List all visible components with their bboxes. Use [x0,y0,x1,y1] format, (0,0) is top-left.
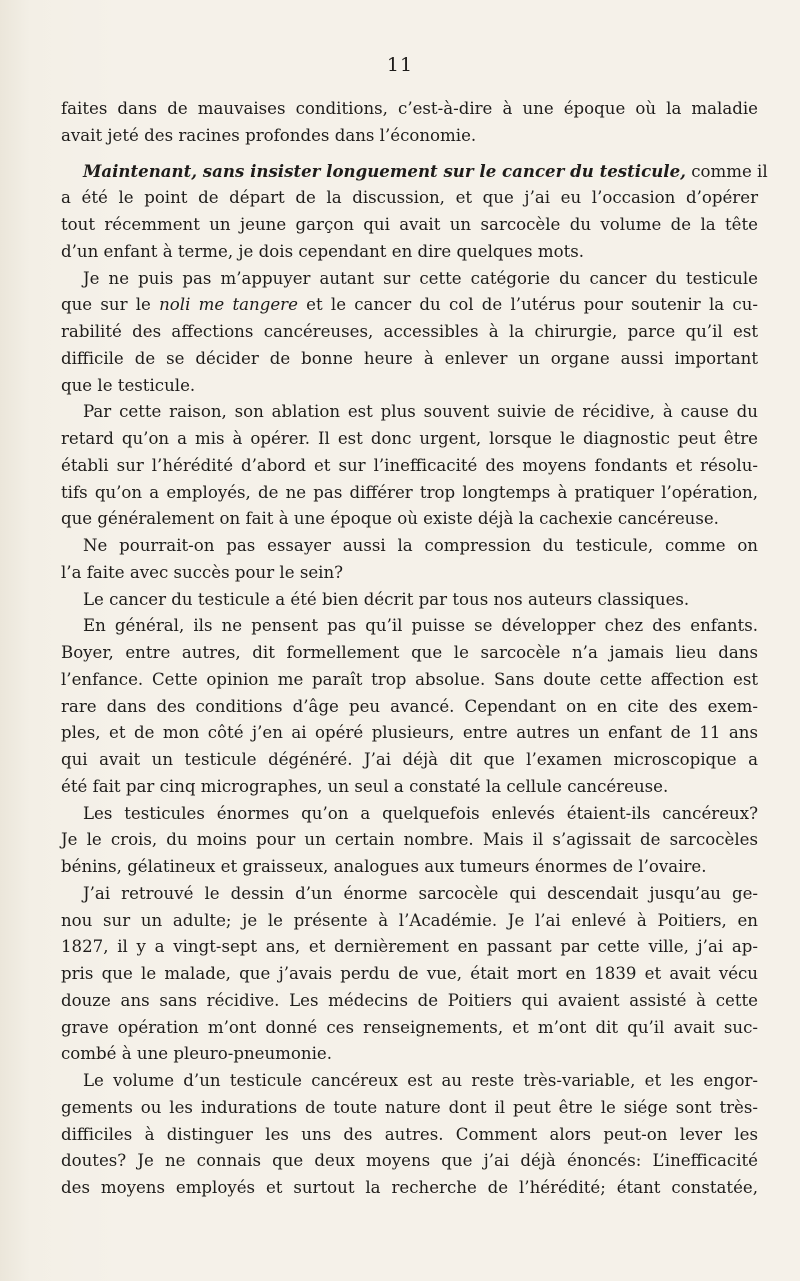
line-text: retard qu’on a mis à opérer. Il est donc urgent, lorsque le diagnostic peut être [61,429,758,448]
line-text: douze ans sans récidive. Les médecins de Poitiers qui avaient assisté à cette [61,990,758,1010]
text-line [61,640,758,667]
line-text: été fait par cinq micrographes, un seul a constaté la cellule cancéreuse. [61,776,669,796]
text-line [61,1015,758,1042]
text-line [61,613,758,640]
text-line [61,319,758,346]
text-line [61,774,758,801]
line-text: Les testicules énormes qu’on a quelquefois enlevés étaient-ils cancéreux? [83,803,758,823]
text-line [61,346,758,373]
text-line [61,854,758,881]
text-line [61,158,768,186]
line-text: tifs qu’on a employés, de ne pas différer trop longtemps à pratiquer l’opération, [61,482,758,502]
line-text: Le cancer du testicule a été bien décrit par tous nos auteurs classiques. [83,589,690,609]
text-line [61,480,758,507]
line-text: comme il [685,161,768,181]
text-line [61,694,758,721]
text-line [61,1095,758,1122]
line-text: que le testicule. [61,375,196,395]
text-line [61,988,758,1015]
text-line [61,1148,758,1175]
text-line [61,908,758,935]
line-text: des moyens employés et surtout la recherche de l’hérédité; étant constatée, [61,1178,758,1197]
text-line [61,1122,758,1149]
text-line [61,533,758,560]
line-text: Le volume d’un testicule cancéreux est au reste très-variable, et les engor- [83,1071,758,1090]
text-line [61,96,758,123]
line-text: difficile de se décider de bonne heure à enlever un organe aussi important [61,348,758,368]
line-text: pris que le malade, que j’avais perdu de vue, était mort en 1839 et avait vécu [61,964,758,983]
line-text: grave opération m’ont donné ces renseignements, et m’ont dit qu’il avait suc- [61,1017,758,1037]
line-text: gements ou les indurations de toute nature dont il peut être le siége sont très- [61,1097,758,1117]
line-text: bénins, gélatineux et graisseux, analogues aux tumeurs énormes de l’ovaire. [61,857,707,876]
line-text: tout récemment un jeune garçon qui avait un sarcocèle du volume de la tête [61,215,758,234]
text-line [61,881,758,908]
line-text: que généralement on fait à une époque où existe déjà la cachexie cancéreuse. [61,509,719,529]
italic-phrase: noli me tangere [159,295,298,315]
text-line [61,399,758,426]
text-line [61,961,758,988]
line-text: faites dans de mauvaises conditions, c’est-à-dire à une époque où la maladie [61,99,758,118]
line-text: En général, ils ne pensent pas qu’il puisse se développer chez des enfants. [83,616,758,636]
line-text: établi sur l’hérédité d’abord et sur l’inefficacité des moyens fondants et résolu- [61,455,758,475]
line-text: combé à une pleuro-pneumonie. [61,1044,332,1064]
text-line [61,1175,758,1202]
line-text: Ne pourrait-on pas essayer aussi la compression du testicule, comme on [83,536,758,555]
text-line [61,292,758,319]
text-line [61,266,758,293]
text-line [61,1068,758,1095]
italic-lead: Maintenant, sans insister longuement sur le cancer du testicule, [83,160,686,181]
line-text: l’a faite avec succès pour le sein? [61,562,344,582]
line-text: doutes? Je ne connais que deux moyens que j’ai déjà énoncés: L’inefficacité [61,1151,758,1171]
text-line [61,560,758,587]
text-line [61,934,758,961]
text-line [61,801,758,828]
text-line [61,747,758,774]
line-text: qui avait un testicule dégénéré. J’ai déjà dit que l’examen microscopique a [61,750,758,769]
body-text [61,96,768,1202]
text-line [61,667,758,694]
line-text: J’ai retrouvé le dessin d’un énorme sarcocèle qui descendait jusqu’au ge- [83,883,758,903]
text-line [61,827,758,854]
line-text: l’enfance. Cette opinion me paraît trop absolue. Sans doute cette affection est [61,669,758,689]
line-text: d’un enfant à terme, je dois cependant en dire quelques mots. [61,241,585,261]
paragraph-gap [61,150,758,158]
text-line [61,506,758,533]
line-text: ples, et de mon côté j’en ai opéré plusieurs, entre autres un enfant de 11 ans [61,723,758,743]
text-line [61,1041,758,1068]
page-number: 11 [386,54,414,76]
text-line [61,453,758,480]
line-text: a été le point de départ de la discussion, et que j’ai eu l’occasion d’opérer [61,188,758,208]
line-text: Je le crois, du moins pour un certain nombre. Mais il s’agissait de sarcocèles [61,830,758,850]
text-line [61,426,758,453]
text-line [61,239,758,266]
line-text: rare dans des conditions d’âge peu avancé. Cependant on en cite des exem- [61,696,758,716]
text-line [61,185,758,212]
line-text: nou sur un adulte; je le présente à l’Académie. Je l’ai enlevé à Poitiers, en [61,910,758,930]
text-line [61,123,758,150]
line-text: avait jeté des racines profondes dans l’économie. [61,125,477,145]
line-text: Par cette raison, son ablation est plus souvent suivie de récidive, à cause du [83,402,758,422]
line-text: Je ne puis pas m’appuyer autant sur cette catégorie du cancer du testicule [83,268,758,288]
line-text: Boyer, entre autres, dit formellement que le sarcocèle n’a jamais lieu dans [61,643,758,662]
text-line [61,587,758,614]
text-line [61,720,758,747]
line-text: que sur le [61,295,160,315]
text-line [61,212,758,239]
line-text: et le cancer du col de l’utérus pour soutenir la cu- [297,295,758,315]
line-text: 1827, il y a vingt-sept ans, et dernièrement en passant par cette ville, j’ai ap- [61,937,758,957]
line-text: rabilité des affections cancéreuses, accessibles à la chirurgie, parce qu’il est [61,322,758,341]
text-line [61,373,758,400]
line-text: difficiles à distinguer les uns des autres. Comment alors peut-on lever les [61,1124,758,1144]
